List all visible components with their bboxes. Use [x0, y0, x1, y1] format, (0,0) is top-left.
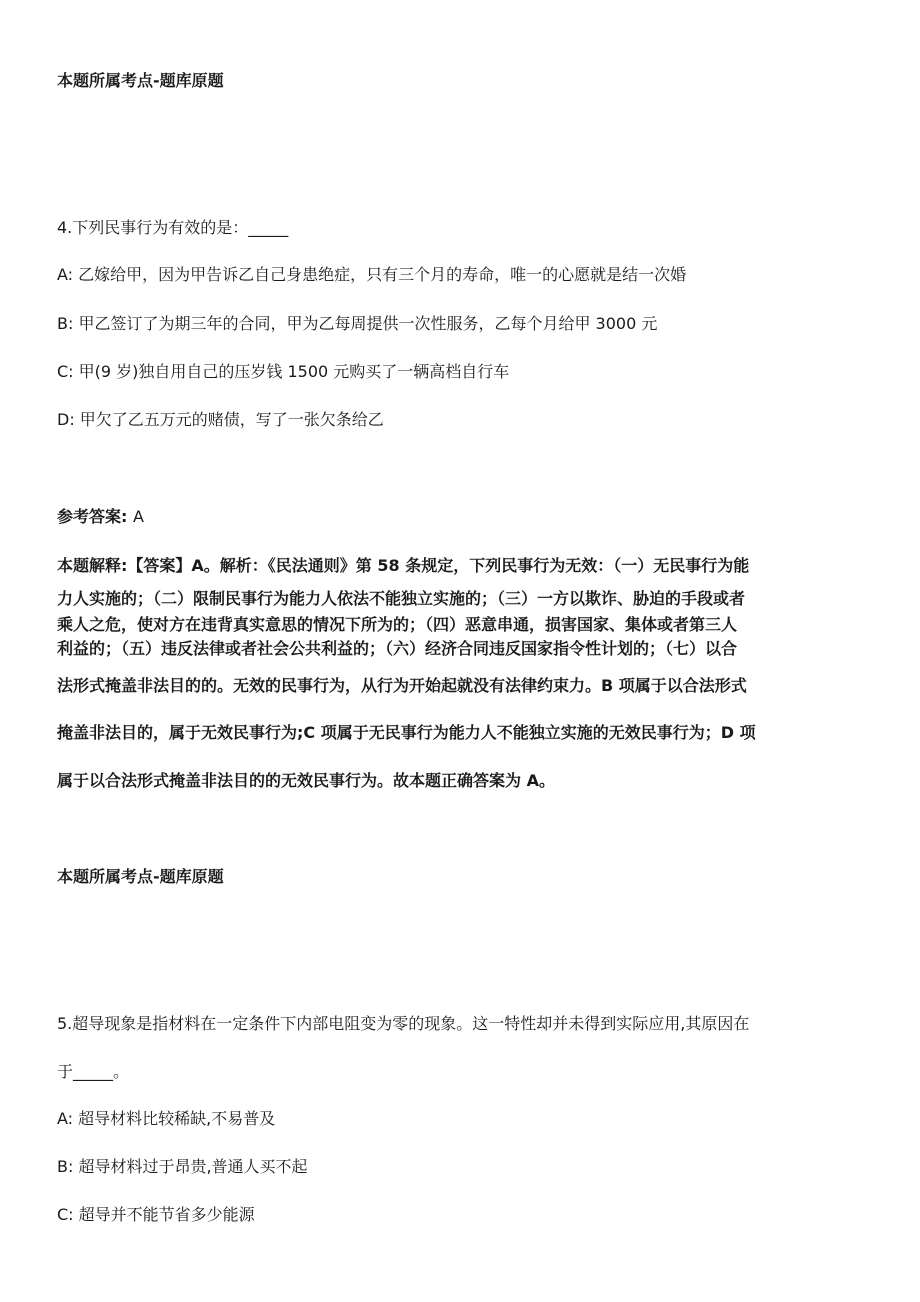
explanation-line: 乘人之危，使对方在违背真实意思的情况下所为的；（四）恶意串通，损害国家、集体或者第三人: [57, 615, 738, 634]
section-label-q4: 本题所属考点-题库原题: [57, 867, 224, 886]
explanation-line: 法形式掩盖非法目的的。无效的民事行为，从行为开始起就没有法律约束力。B 项属于以合法形式: [57, 676, 747, 695]
question-5-option-a: A: 超导材料比较稀缺,不易普及: [57, 1109, 276, 1128]
question-5-option-c: C: 超导并不能节省多少能源: [57, 1205, 255, 1224]
explanation-line: 本题解释:【答案】A。解析：《民法通则》第 58 条规定，下列民事行为无效：（一）无民事行为能: [57, 556, 750, 575]
question-5-stem-line-2: 于_____。: [57, 1062, 130, 1081]
question-5-stem-line-1: 5.超导现象是指材料在一定条件下内部电阻变为零的现象。这一特性却并未得到实际应用,其原因在: [57, 1014, 750, 1033]
section-label-top: 本题所属考点-题库原题: [57, 71, 224, 90]
question-4-stem: 4.下列民事行为有效的是：_____: [57, 218, 289, 237]
answer-line: [57, 506, 144, 528]
question-4-option-d: D: 甲欠了乙五万元的赌债，写了一张欠条给乙: [57, 410, 384, 429]
question-5-option-b: B: 超导材料过于昂贵,普通人买不起: [57, 1157, 308, 1176]
explanation-line: 利益的；（五）违反法律或者社会公共利益的；（六）经济合同违反国家指令性计划的；（七）以合: [57, 639, 738, 658]
answer-value: A: [132, 507, 144, 526]
answer-label: 参考答案:: [57, 507, 133, 526]
question-4-option-b: B: 甲乙签订了为期三年的合同，甲为乙每周提供一次性服务，乙每个月给甲 3000 元: [57, 314, 658, 333]
question-4-option-a: A: 乙嫁给甲，因为甲告诉乙自己身患绝症，只有三个月的寿命，唯一的心愿就是结一次婚: [57, 265, 687, 284]
explanation-line: 力人实施的；（二）限制民事行为能力人依法不能独立实施的；（三）一方以欺诈、胁迫的手段或者: [57, 589, 746, 608]
explanation-line: 属于以合法形式掩盖非法目的的无效民事行为。故本题正确答案为 A。: [57, 771, 555, 790]
question-4-option-c: C: 甲(9 岁)独自用自己的压岁钱 1500 元购买了一辆高档自行车: [57, 362, 510, 381]
explanation-line: 掩盖非法目的，属于无效民事行为;C 项属于无民事行为能力人不能独立实施的无效民事行为；D 项: [57, 723, 756, 742]
